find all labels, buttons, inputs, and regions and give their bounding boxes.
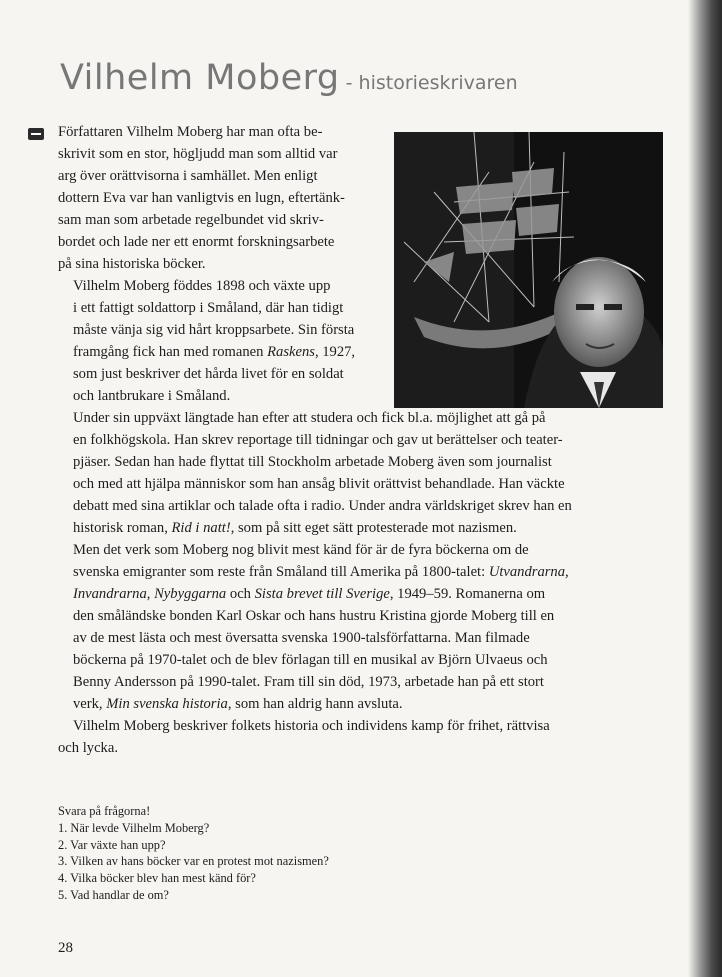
page-number: 28 [58,940,73,956]
text-line [58,693,638,715]
text-line: den småländske bonden Karl Oskar och hans hustru Kristina gjorde Moberg till en [73,608,555,624]
text-line [58,583,638,605]
text-line: av de mest lästa och mest översatta svenska 1900-talsförfattarna. Man filmade [73,630,530,646]
book-title: Min svenska historia [106,696,228,712]
book-title: Utvandrarna, [488,564,569,580]
questions-heading: Svara på frågorna! [58,804,151,818]
text-line: på sina historiska böcker. [58,256,206,272]
text-line [58,561,638,583]
text-line: pjäser. Sedan han hade flyttat till Stockholm arbetade Moberg även som journalist [73,454,552,470]
question-item: 3. Vilken av hans böcker var en protest mot nazismen? [58,854,329,869]
text-line: Vilhelm Moberg föddes 1898 och växte upp [73,278,331,294]
paragraph [58,121,638,275]
text-run: Romanerna om [455,586,546,602]
text-line: och med att hjälpa människor som han ansåg blivit orättvist behandlade. Han väckte [73,476,565,492]
book-title: Invandrarna, Nybyggarna [73,586,227,602]
text-line: och lycka. [58,740,118,756]
text-line: måste vänja sig vid hårt kroppsarbete. Sin första [73,322,355,338]
question-item: 5. Vad handlar de om? [58,887,169,902]
text-run: framgång fick han med romanen [73,344,268,360]
book-title: Raskens [267,344,315,360]
paragraph [58,715,638,759]
text-line: Vilhelm Moberg beskriver folkets historia och individens kamp för frihet, rättvisa [73,718,550,734]
question-list [58,803,329,904]
question-item: 1. När levde Vilhelm Moberg? [58,820,210,835]
text-line: Författaren Vilhelm Moberg har man ofta be- [58,124,323,140]
text-run: , 1927, [314,344,356,360]
text-run: svenska emigranter som reste från Småland till Amerika på 1800-talet: [73,564,489,580]
text-line: Under sin uppväxt längtade han efter att studera och fick bl.a. möjlighet att gå på [73,410,546,426]
text-run: som han aldrig hann avsluta. [235,696,403,712]
text-line: debatt med sina artiklar och talade ofta i radio. Under andra världskriget skrev han en [73,498,572,514]
title-main: Vilhelm Moberg [60,58,340,98]
text-line: som just beskriver det hårda livet för en soldat [73,366,344,382]
audio-track-icon [28,128,44,140]
text-run: verk, [73,696,107,712]
paragraph [58,407,638,539]
text-line: skrivit som en stor, högljudd man som alltid var [58,146,338,162]
question-item: 2. Var växte han upp? [58,837,166,852]
question-item: 4. Vilka böcker blev han mest känd för? [58,871,256,886]
book-title: Rid i natt! [171,520,231,536]
text-run: , [227,696,236,712]
text-line: arg över orättvisorna i samhället. Men enligt [58,168,318,184]
text-line: en folkhögskola. Han skrev reportage till tidningar och gav ut berättelser och teater- [73,432,563,448]
text-run: historisk roman, [73,520,172,536]
text-line [58,341,638,363]
paragraph [58,539,638,715]
text-line: och lantbrukare i Småland. [73,388,231,404]
text-line: sam man som arbetade regelbundet vid skriv- [58,212,324,228]
paragraph [58,275,638,407]
book-title: Sista brevet till Sverige [254,586,390,602]
title-subtitle: - historieskrivaren [345,72,518,94]
text-line: bordet och lade ner ett enormt forskningsarbete [58,234,335,250]
text-run: , som på sitt eget sätt protesterade mot nazismen. [230,520,517,536]
page-title [60,58,518,98]
text-line: i ett fattigt soldattorp i Småland, där han tidigt [73,300,344,316]
article-body [58,121,638,759]
text-line: dottern Eva var han vanligtvis en lugn, eftertänk- [58,190,345,206]
text-line: böckerna på 1970-talet och de blev förlagan till en musikal av Björn Ulvaeus och [73,652,548,668]
text-line: Benny Andersson på 1990-talet. Fram till sin död, 1973, arbetade han på ett stort [73,674,544,690]
book-spine-shadow [688,0,722,977]
text-run: och [229,586,255,602]
text-line [58,517,638,539]
text-run: , 1949–59. [389,586,456,602]
text-line: Men det verk som Moberg nog blivit mest känd för är de fyra böckerna om de [73,542,529,558]
